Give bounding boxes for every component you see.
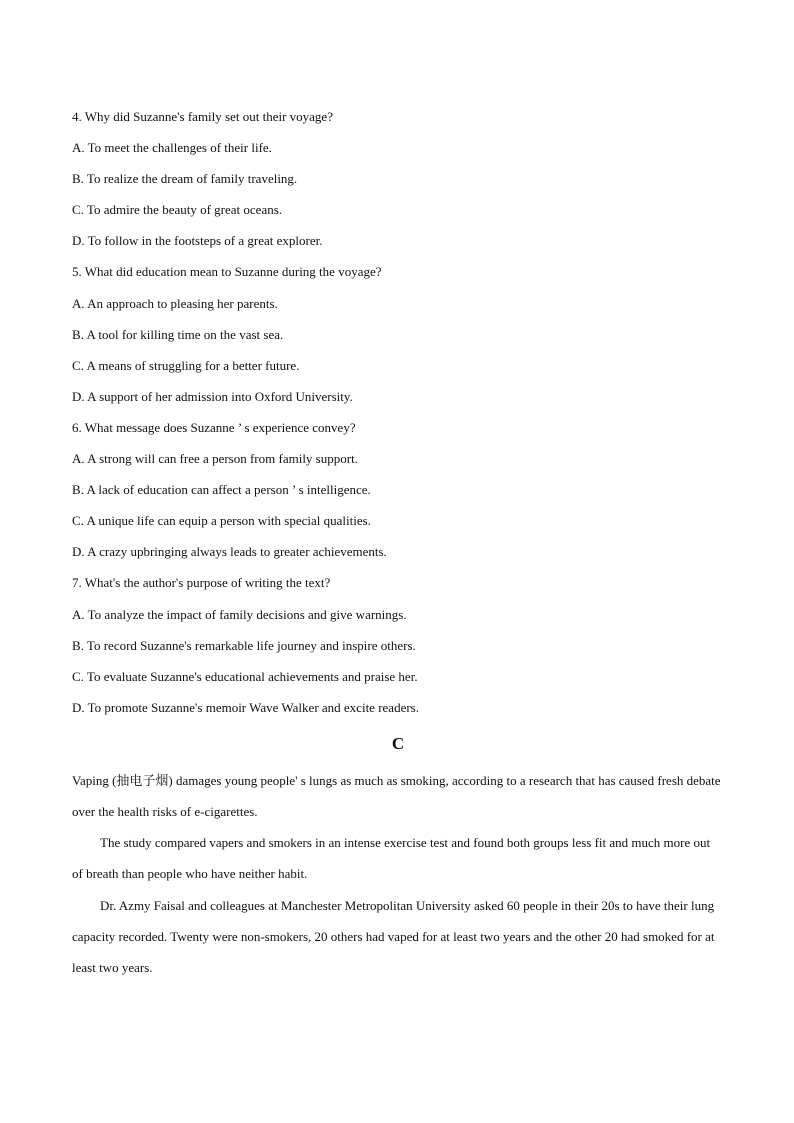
passage-paragraph-2: The study compared vapers and smokers in an intense exercise test and found both groups less fit and much more out of breath than people who have neither habit. <box>72 835 711 882</box>
option-a: A. A strong will can free a person from family support. <box>72 451 358 467</box>
option-d: D. A crazy upbringing always leads to greater achievements. <box>72 544 387 560</box>
question-7 <box>72 567 724 722</box>
question-5 <box>72 256 724 411</box>
option-c: C. To evaluate Suzanne's educational achievements and praise her. <box>72 668 418 684</box>
option-b: B. A tool for killing time on the vast sea. <box>72 326 284 342</box>
passage-paragraph-1: Vaping (抽电子烟) damages young people' s lungs as much as smoking, according to a research that has caused fresh debate over the health risks of e-cigarettes. <box>72 772 721 820</box>
option-a: A. To meet the challenges of their life. <box>72 140 272 156</box>
option-b: B. To record Suzanne's remarkable life journey and inspire others. <box>72 637 416 653</box>
option-c: C. A means of struggling for a better future. <box>72 357 300 373</box>
option-d: D. To promote Suzanne's memoir Wave Walker and excite readers. <box>72 699 419 715</box>
passage-c <box>72 765 724 983</box>
option-c: C. A unique life can equip a person with special qualities. <box>72 513 371 529</box>
option-a: A. To analyze the impact of family decisions and give warnings. <box>72 606 407 622</box>
option-a: A. An approach to pleasing her parents. <box>72 295 278 311</box>
option-c: C. To admire the beauty of great oceans. <box>72 202 283 218</box>
document-page <box>72 101 724 983</box>
question-stem: 5. What did education mean to Suzanne during the voyage? <box>72 264 382 280</box>
question-stem: 6. What message does Suzanne ’ s experience convey? <box>72 419 356 435</box>
option-d: D. A support of her admission into Oxford University. <box>72 388 353 404</box>
question-stem: 7. What's the author's purpose of writing the text? <box>72 575 331 591</box>
option-b: B. A lack of education can affect a person ’ s intelligence. <box>72 482 371 498</box>
option-d: D. To follow in the footsteps of a great explorer. <box>72 233 323 249</box>
passage-paragraph-3: Dr. Azmy Faisal and colleagues at Manchester Metropolitan University asked 60 people in their 20s to have their lung capacity recorded. Twenty were non-smokers, 20 others had vaped for at least two years and the other 20 had smoked for at least two years. <box>72 897 715 976</box>
question-stem: 4. Why did Suzanne's family set out their voyage? <box>72 109 333 124</box>
question-4 <box>72 101 724 256</box>
section-title: C <box>391 733 405 753</box>
question-6 <box>72 412 724 567</box>
option-b: B. To realize the dream of family traveling. <box>72 171 298 187</box>
